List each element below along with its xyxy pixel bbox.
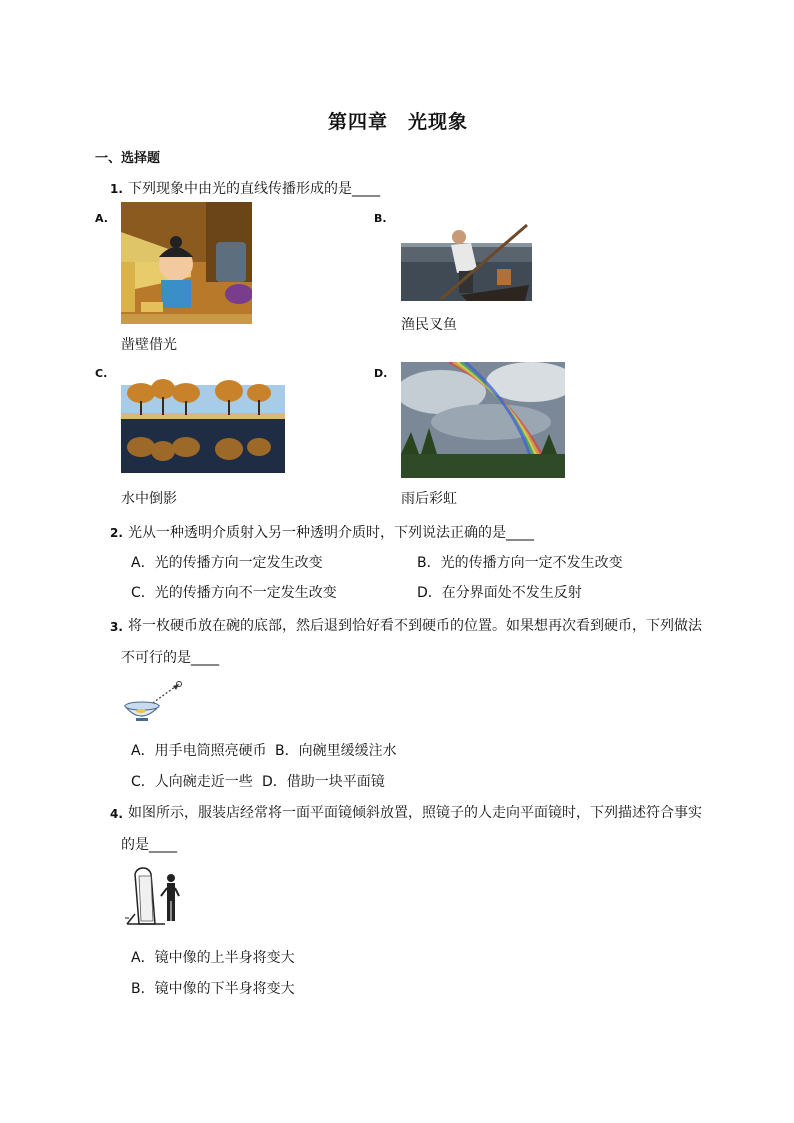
q4-number: 4.	[110, 807, 123, 821]
q3-option-a[interactable]: A．用手电筒照亮硬币	[131, 743, 267, 759]
q2-text: 光从一种透明介质射入另一种透明介质时，下列说法正确的是____	[128, 525, 534, 541]
q1-option-c-caption: 水中倒影	[121, 491, 177, 507]
q2-option-c[interactable]: C．光的传播方向不一定发生改变	[131, 585, 337, 601]
tilted-mirror-person-diagram	[125, 866, 187, 930]
q1-option-d-caption: 雨后彩虹	[401, 491, 457, 507]
q4-text-line2: 的是____	[121, 837, 177, 853]
q3-option-b[interactable]: B．向碗里缓缓注水	[275, 743, 397, 759]
q1-option-d-letter: D.	[374, 367, 388, 380]
q3-text-line1: 将一枚硬币放在碗的底部，然后退到恰好看不到硬币的位置。如果想再次看到硬币，下列做法	[128, 618, 702, 634]
q1-option-a-image[interactable]	[121, 202, 252, 324]
fisherman-spear-image	[401, 207, 532, 301]
q1-option-b-image[interactable]	[401, 207, 532, 301]
q1-option-a-letter: A.	[95, 212, 108, 225]
page-title: 第四章 光现象	[328, 111, 469, 133]
q3-figure	[121, 678, 185, 724]
q2-number: 2.	[110, 526, 123, 540]
q1-option-d-image[interactable]	[401, 362, 565, 478]
q1-option-b-letter: B.	[374, 212, 387, 225]
q4-text-line1: 如图所示，服装店经常将一面平面镜倾斜放置，照镜子的人走向平面镜时，下列描述符合事实	[128, 805, 702, 821]
trees-water-reflection-image	[121, 363, 285, 473]
q2-option-a[interactable]: A．光的传播方向一定发生改变	[131, 555, 323, 571]
q3-text-line2: 不可行的是____	[121, 650, 219, 666]
cartoon-child-wall-light-image	[121, 202, 252, 324]
q4-option-b[interactable]: B．镜中像的下半身将变大	[131, 981, 295, 997]
q1-option-a-caption: 凿壁借光	[121, 337, 177, 353]
q3-option-d[interactable]: D．借助一块平面镜	[262, 774, 385, 790]
q1-option-b-caption: 渔民叉鱼	[401, 317, 457, 333]
q3-option-c[interactable]: C．人向碗走近一些	[131, 774, 253, 790]
bowl-coin-diagram	[121, 678, 185, 724]
q1-text: 下列现象中由光的直线传播形成的是____	[128, 181, 380, 197]
q4-option-a[interactable]: A．镜中像的上半身将变大	[131, 950, 295, 966]
q2-option-b[interactable]: B．光的传播方向一定不发生改变	[417, 555, 623, 571]
rainbow-after-rain-image	[401, 362, 565, 478]
q1-option-c-image[interactable]	[121, 363, 285, 473]
section-heading: 一、选择题	[95, 151, 161, 166]
q3-number: 3.	[110, 620, 123, 634]
q4-figure	[125, 866, 187, 930]
q1-number: 1.	[110, 182, 123, 196]
q1-option-c-letter: C.	[95, 367, 108, 380]
q2-option-d[interactable]: D．在分界面处不发生反射	[417, 585, 582, 601]
